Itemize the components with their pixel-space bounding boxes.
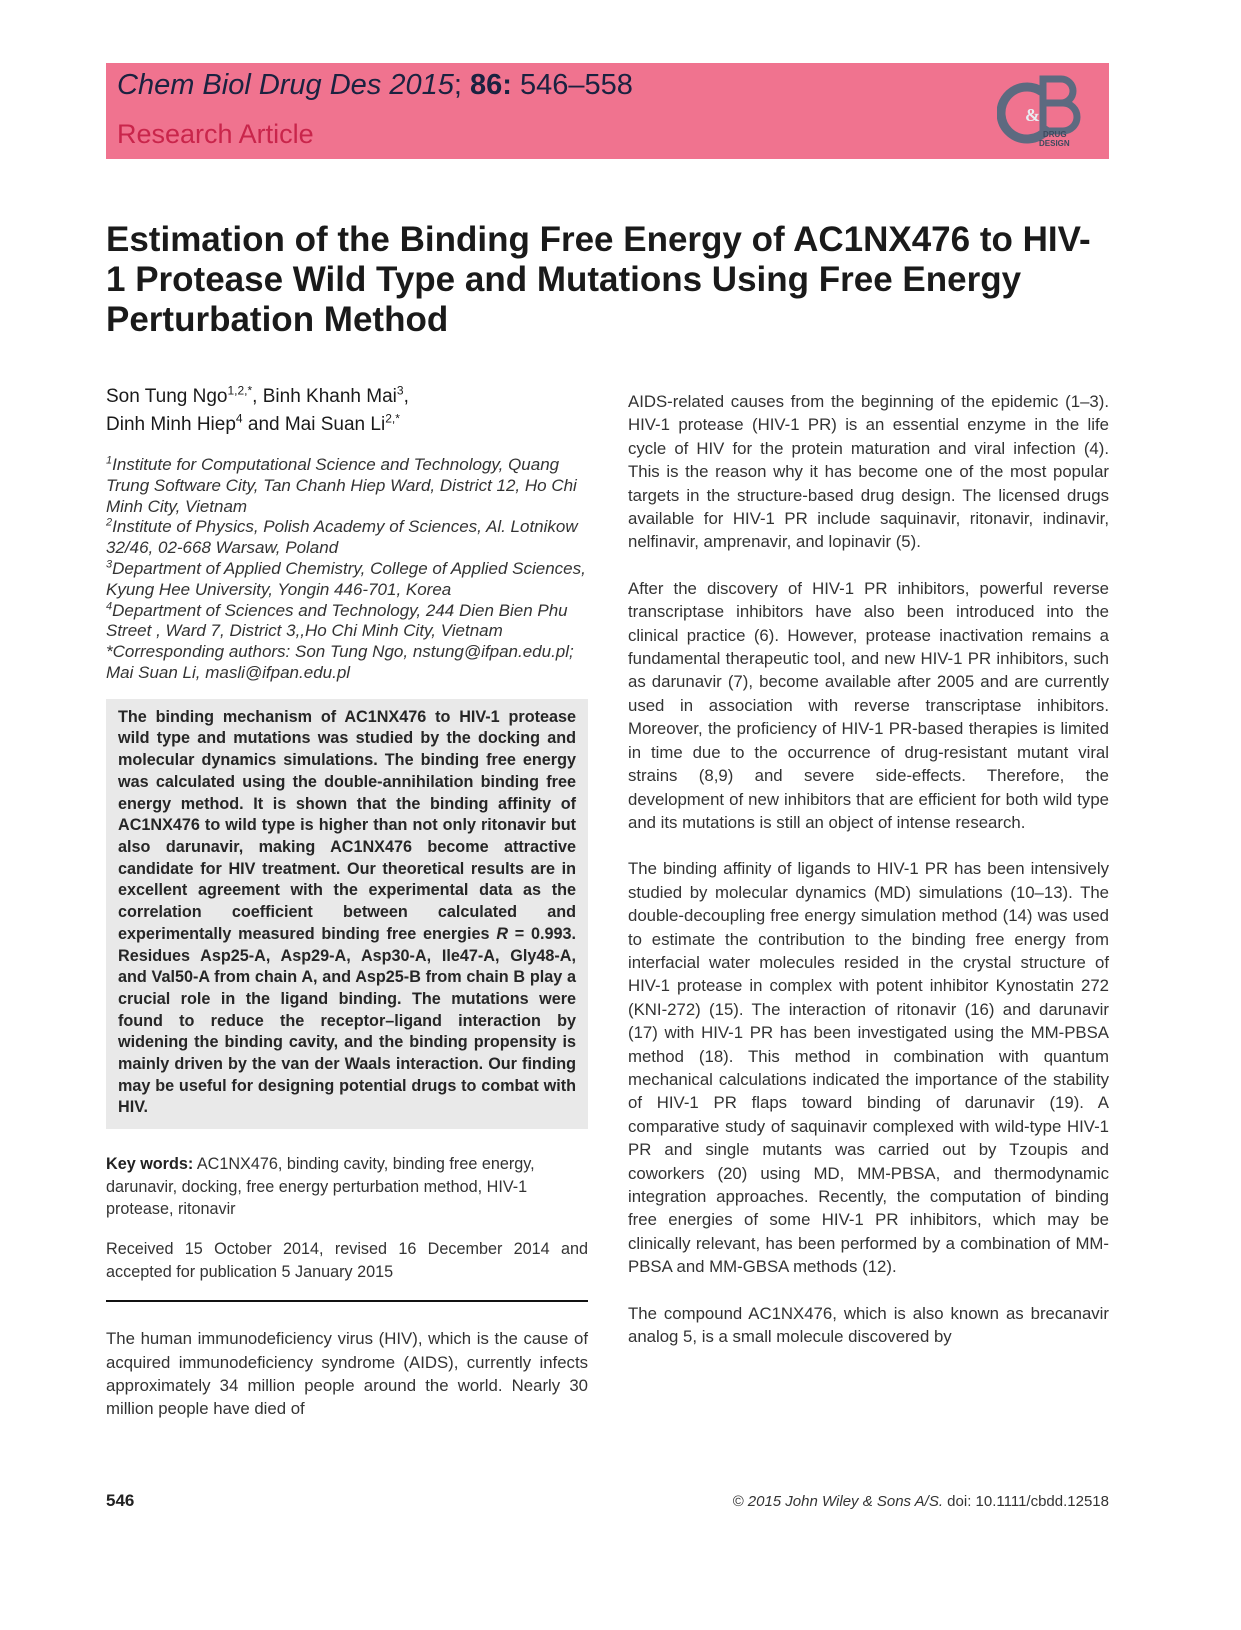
author-affil-marker: 4: [235, 411, 243, 426]
author-separator: ,: [252, 386, 263, 407]
abstract-text-continued: = 0.993. Residues Asp25-A, Asp29-A, Asp30-A, Ile47-A, Gly48-A, and Val50-A from chain A, and Asp25-B from chain B play a crucial role in the ligand binding. The mutations were found to reduce the receptor–ligand interaction by widening the binding cavity, and the binding propensity is mainly driven by the van der Waals interaction. Our finding may be useful for designing potential drugs to combat with HIV.: [118, 924, 576, 1117]
journal-separator: ;: [453, 69, 471, 101]
affiliation-number: 3: [106, 558, 113, 571]
author-affil-marker: 2,*: [385, 411, 400, 426]
author-name: Dinh Minh Hiep: [106, 414, 236, 435]
affiliation-number: 2: [106, 516, 113, 529]
received-dates: Received 15 October 2014, revised 16 December 2014 and accepted for publication 5 January 2015: [106, 1239, 588, 1281]
right-column: [628, 390, 1109, 1348]
author-separator: and: [242, 414, 285, 435]
author-separator: ,: [403, 386, 409, 407]
svg-text:DESIGN: DESIGN: [1039, 139, 1070, 148]
keywords: [106, 1153, 588, 1221]
affiliations: [106, 455, 588, 684]
author-affil-marker: 1,2,*: [227, 383, 253, 398]
doi: doi: 10.1111/cbdd.12518: [943, 1493, 1109, 1510]
affiliation-number: 4: [106, 599, 113, 612]
affiliation: [106, 601, 588, 643]
affiliation: [106, 517, 588, 559]
left-column: [106, 383, 588, 1421]
body-paragraph: The human immunodeficiency virus (HIV), which is the cause of acquired immunodeficiency syndrome (AIDS), currently infects approximately 34 million people around the world. Nearly 30 million people have died of: [106, 1329, 588, 1419]
journal-name: Chem Biol Drug Des: [117, 69, 382, 101]
corresponding-authors: *Corresponding authors: Son Tung Ngo, nstung@ifpan.edu.pl; Mai Suan Li, masli@ifpan.edu.pl: [106, 642, 574, 682]
section-divider: [106, 1300, 588, 1302]
affiliation-text: Department of Sciences and Technology, 244 Dien Bien Phu Street , Ward 7, District 3,,Ho Chi Minh City, Vietnam: [106, 600, 568, 641]
journal-pages: 546–558: [511, 69, 633, 101]
abstract-text: The binding mechanism of AC1NX476 to HIV-1 protease wild type and mutations was studied by the docking and molecular dynamics simulations. The binding free energy was calculated using the double-annihilation binding free energy method. It is shown that the binding affinity of AC1NX476 to wild type is higher than not only ritonavir but also darunavir, making AC1NX476 become attractive candidate for HIV treatment. Our theoretical results are in excellent agreement with the experimental data as the correlation coefficient between calculated and experimentally measured binding free energies: [118, 707, 576, 943]
author-name: Son Tung Ngo: [106, 386, 228, 407]
author-name: Binh Khanh Mai: [262, 386, 397, 407]
cb-drug-design-logo-icon: [997, 69, 1083, 155]
copyright-doi: [733, 1493, 1109, 1510]
keywords-label: Key words:: [106, 1155, 194, 1174]
body-paragraph: After the discovery of HIV-1 PR inhibitors, powerful reverse transcriptase inhibitors have also been introduced into the clinical practice (6). However, protease inactivation remains a fundamental therapeutic tool, and new HIV-1 PR inhibitors, such as darunavir (7), become available after 2005 and are currently used in association with reverse transcriptase inhibitors. Moreover, the proficiency of HIV-1 PR-based therapies is limited in time due to the occurrence of drug-resistant mutant viral strains (8,9) and severe side-effects. Therefore, the development of new inhibitors that are efficient for both wild type and its mutations is still an object of intense research.: [628, 578, 1109, 832]
body-paragraph: The binding affinity of ligands to HIV-1 PR has been intensively studied by molecular dynamics (MD) simulations (10–13). The double-decoupling free energy simulation method (14) was used to estimate the contribution to the binding free energy from interfacial water molecules resided in the crystal structure of HIV-1 protease in complex with potent inhibitor Kynostatin 272 (KNI-272) (15). The interaction of ritonavir (16) and darunavir (17) with HIV-1 PR has been investigated using the MM-PBSA method (18). This method in combination with quantum mechanical calculations indicated the importance of the stability of HIV-1 PR flaps toward binding of darunavir (19). A comparative study of saquinavir complexed with wild-type HIV-1 PR and single mutants was carried out by Tzoupis and coworkers (20) using MD, MM-PBSA, and thermodynamic integration approaches. Recently, the computation of binding free energies of some HIV-1 PR inhibitors, which may be clinically relevant, has been performed by a combination of MM-PBSA and MM-GBSA methods (12).: [628, 859, 1109, 1277]
article-type: Research Article: [117, 119, 314, 149]
correlation-symbol: R: [496, 924, 509, 943]
body-paragraph: AIDS-related causes from the beginning of the epidemic (1–3). HIV-1 protease (HIV-1 PR) is an essential enzyme in the life cycle of HIV for the protein maturation and viral infection (4). This is the reason why it has become one of the most popular targets in the structure-based drug design. The licensed drugs available for HIV-1 PR include saquinavir, ritonavir, indinavir, nelfinavir, amprenavir, and lopinavir (5).: [628, 392, 1109, 552]
affiliation: [106, 559, 588, 601]
journal-citation: [117, 69, 633, 102]
journal-year: 2015: [381, 69, 454, 101]
svg-text:&: &: [1025, 105, 1040, 125]
page-number: 546: [106, 1491, 135, 1510]
author-name: Mai Suan Li: [284, 414, 386, 435]
copyright: © 2015 John Wiley & Sons A/S.: [732, 1493, 944, 1510]
journal-volume: 86:: [470, 69, 512, 101]
affiliation-text: Department of Applied Chemistry, College of Applied Sciences, Kyung Hee University, Yongin 446-701, Korea: [106, 558, 586, 599]
article-title: Estimation of the Binding Free Energy of AC1NX476 to HIV-1 Protease Wild Type and Mutations Using Free Energy Perturbation Method: [106, 220, 1091, 339]
affiliation-text: Institute of Physics, Polish Academy of Sciences, Al. Lotnikow 32/46, 02-668 Warsaw, Poland: [106, 517, 578, 558]
affiliation-number: 1: [106, 454, 113, 467]
keywords-text: AC1NX476, binding cavity, binding free energy, darunavir, docking, free energy perturbation method, HIV-1 protease, ritonavir: [106, 1155, 535, 1219]
abstract-box: [106, 699, 588, 1129]
affiliation-text: Institute for Computational Science and Technology, Quang Trung Software City, Tan Chanh Hiep Ward, District 12, Ho Chi Minh City, Vietnam: [106, 455, 577, 516]
affiliation: [106, 455, 588, 517]
author-affil-marker: 3: [396, 383, 404, 398]
body-paragraph: The compound AC1NX476, which is also known as brecanavir analog 5, is a small molecule discovered by: [628, 1303, 1109, 1347]
svg-text:DRUG: DRUG: [1043, 130, 1067, 139]
journal-banner: [106, 63, 1109, 159]
author-list: [106, 383, 588, 439]
